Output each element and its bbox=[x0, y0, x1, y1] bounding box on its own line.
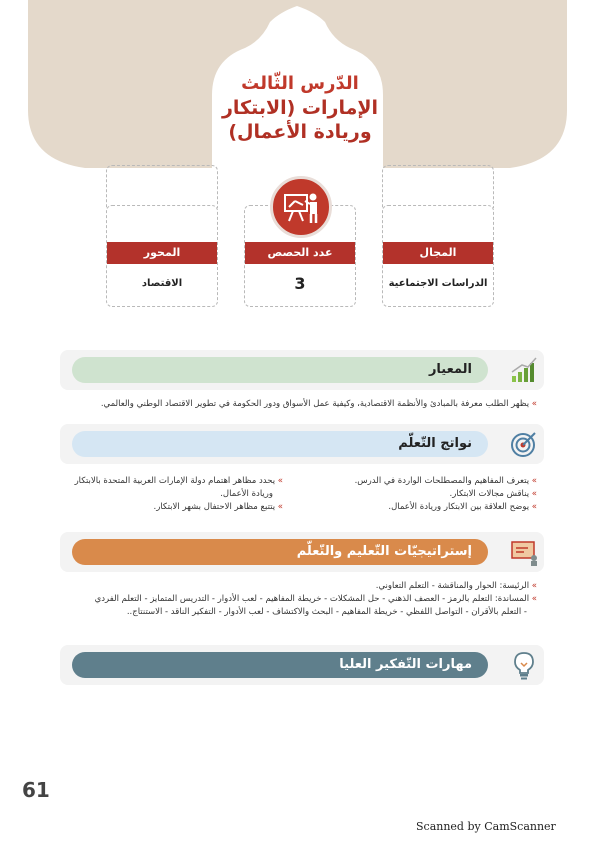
target-icon bbox=[508, 428, 540, 460]
axis-value: الاقتصاد bbox=[141, 278, 183, 289]
lightbulb-icon bbox=[508, 649, 540, 681]
field-label: المجال bbox=[383, 242, 493, 264]
list-item: » يتعرف المفاهيم والمصطلحات الواردة في الدرس. bbox=[355, 475, 537, 488]
list-item: » الرئيسة: الحوار والمناقشة - التعلم التعاوني. bbox=[95, 580, 537, 593]
lesson-title-line2: وريادة الأعمال) bbox=[228, 121, 372, 143]
outcomes-right-list bbox=[355, 475, 537, 514]
list-item-continuation: - التعلم بالأقران - التواصل اللفظي - خريطة المفاهيم - البحث والاكتشاف - لعب الأدوار - التفكير الناقد - الاستنتاج.. bbox=[126, 607, 527, 617]
axis-label: المحور bbox=[107, 242, 217, 264]
standard-text: » يظهر الطلب معرفة بالمبادئ والأنظمة الاقتصادية، وكيفية عمل الأسواق ودور الحكومة في تطوير الاقتصاد الوطني والعالمي. bbox=[101, 398, 537, 411]
growth-chart-icon bbox=[508, 354, 540, 386]
thinking-title: مهارات التّفكير العليا bbox=[72, 652, 488, 678]
scanner-watermark: Scanned by CamScanner bbox=[416, 820, 556, 833]
lesson-title-line1: الإمارات (الابتكار bbox=[221, 97, 379, 119]
outcomes-left-list bbox=[75, 475, 283, 514]
presentation-icon bbox=[270, 176, 332, 238]
strategies-header bbox=[60, 532, 544, 572]
classes-value: 3 bbox=[294, 274, 306, 293]
outcomes-header bbox=[60, 424, 544, 464]
lesson-title bbox=[200, 72, 400, 144]
lesson-number: الدّرس الثّالث bbox=[241, 73, 359, 94]
field-value: الدراسات الاجتماعية bbox=[388, 278, 488, 289]
list-item: » يتتبع مظاهر الاحتفال بشهر الابتكار. bbox=[75, 501, 283, 514]
standard-header bbox=[60, 350, 544, 390]
info-box-top-axis bbox=[106, 165, 218, 208]
list-item: » يوضح العلاقة بين الابتكار وريادة الأعمال. bbox=[355, 501, 537, 514]
list-item: » المساندة: التعلم بالرمز - العصف الذهني - حل المشكلات - خريطة المفاهيم - لعب الأدوار - التدريس المتمايز - التعلم الفردي bbox=[95, 593, 537, 606]
classes-label: عدد الحصص bbox=[245, 242, 355, 264]
thinking-header bbox=[60, 645, 544, 685]
strategies-list bbox=[95, 580, 537, 619]
info-box-top-field bbox=[382, 165, 494, 208]
outcomes-title: نواتج التّعلّم bbox=[72, 431, 488, 457]
list-item: » يناقش مجالات الابتكار. bbox=[355, 488, 537, 501]
teaching-board-icon bbox=[508, 536, 540, 568]
list-item: » يحدد مظاهر اهتمام دولة الإمارات العربية المتحدة بالابتكار bbox=[75, 475, 283, 488]
strategies-title: إستراتيجيّات التّعليم والتّعلّم bbox=[72, 539, 488, 565]
standard-title: المعيار bbox=[72, 357, 488, 383]
info-box-axis bbox=[106, 205, 218, 307]
page-number: 61 bbox=[22, 778, 50, 802]
info-box-field bbox=[382, 205, 494, 307]
list-item-continuation: وريادة الأعمال. bbox=[220, 489, 273, 499]
